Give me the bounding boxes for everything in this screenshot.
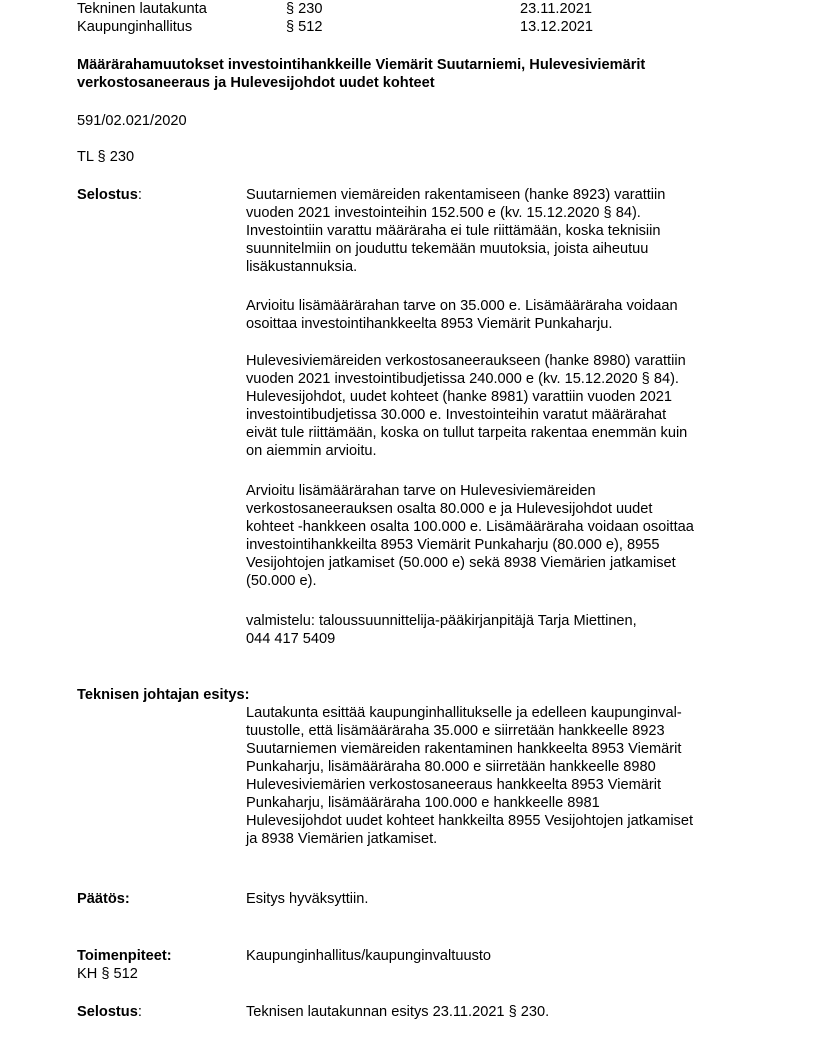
meta-section: § 230	[286, 1, 323, 17]
selostus-para-2: Arvioitu lisämäärärahan tarve on 35.000 e. Lisämääräraha voidaan osoittaa investointihankkeelta 8953 Viemärit Punkaharju.	[246, 298, 678, 332]
meta-section: § 512	[286, 19, 323, 35]
kh-reference: KH § 512	[77, 966, 138, 982]
meta-row-tekninen	[77, 0, 777, 18]
meta-body: Tekninen lautakunta	[77, 1, 207, 17]
meta-row-kaupunginhallitus	[77, 18, 777, 36]
valmistelu: valmistelu: taloussuunnittelija-pääkirjanpitäjä Tarja Miettinen, 044 417 5409	[246, 613, 637, 647]
meta-body: Kaupunginhallitus	[77, 19, 193, 35]
paatos-label: Päätös:	[77, 891, 130, 907]
title-line-1: Määrärahamuutokset investointihankkeille Viemärit Suutarniemi, Hulevesiviemärit	[77, 57, 646, 73]
tl-reference: TL § 230	[77, 149, 135, 165]
selostus2-label: Selostus:	[77, 1004, 142, 1020]
paatos-text: Esitys hyväksyttiin.	[246, 891, 369, 907]
toimenpiteet-label: Toimenpiteet:	[77, 948, 172, 964]
selostus-para-3: Hulevesiviemäreiden verkostosaneeraukseen (hanke 8980) varattiin vuoden 2021 investointibudjetissa 240.000 e (kv. 15.12.2020 § 84). Hulevesijohdot, uudet kohteet (hanke 8981) varattiin vuoden 2021 investointibudjetissa 30.000 e. Investointeihin varatut määrärahat eivät tule riittämään, koska on tullut tarpeita rakentaa enemmän kuin on aiemmin arvioitu.	[246, 353, 688, 459]
esitys-text: Lautakunta esittää kaupunginhallitukselle ja edelleen kaupunginval- tuustolle, että lisämääräraha 35.000 e siirretään hankkeelle 8923 Suutarniemen viemäreiden rakentaminen hankkeelta 8953 Viemärit Punkaharju, lisämääräraha 80.000 e siirretään hankkeelle 8980 Hulevesiviemärien verkostosaneeraus hankkeelta 8953 Viemärit Punkaharju, lisämääräraha 100.000 e hankkeelle 8981 Hulevesijohdot uudet kohteet hankkeilta 8955 Vesijohtojen jatkamiset ja 8938 Viemärien jatkamiset.	[246, 705, 694, 847]
selostus-para-4: Arvioitu lisämäärärahan tarve on Hulevesiviemäreiden verkostosaneerauksen osalta 80.000 e ja Hulevesijohdot uudet kohteet -hankkeen osalta 100.000 e. Lisämääräraha voidaan osoittaa investointihankkeilta 8953 Viemärit Punkaharju (80.000 e), 8955 Vesijohtojen jatkamiset (50.000 e) sekä 8938 Viemärien jatkamiset (50.000 e).	[246, 483, 694, 589]
selostus-label: Selostus:	[77, 187, 142, 203]
selostus-para-1: Suutarniemen viemäreiden rakentamiseen (hanke 8923) varattiin vuoden 2021 investointeihin 152.500 e (kv. 15.12.2020 § 84). Investointiin varattu määräraha ei tule riittämään, koska teknisiin suunnitelmiin on jouduttu tekemään muutoksia, joista aiheutuu lisäkustannuksia.	[246, 187, 666, 275]
meta-date: 13.12.2021	[520, 19, 594, 35]
document-number: 591/02.021/2020	[77, 113, 187, 129]
toimenpiteet-text: Kaupunginhallitus/kaupunginvaltuusto	[246, 948, 492, 964]
esitys-label: Teknisen johtajan esitys:	[77, 687, 250, 703]
meta-date: 23.11.2021	[520, 1, 592, 17]
document-title	[77, 56, 777, 92]
title-line-2: verkostosaneeraus ja Hulevesijohdot uudet kohteet	[77, 75, 435, 91]
selostus2-text: Teknisen lautakunnan esitys 23.11.2021 § 230.	[246, 1004, 550, 1020]
